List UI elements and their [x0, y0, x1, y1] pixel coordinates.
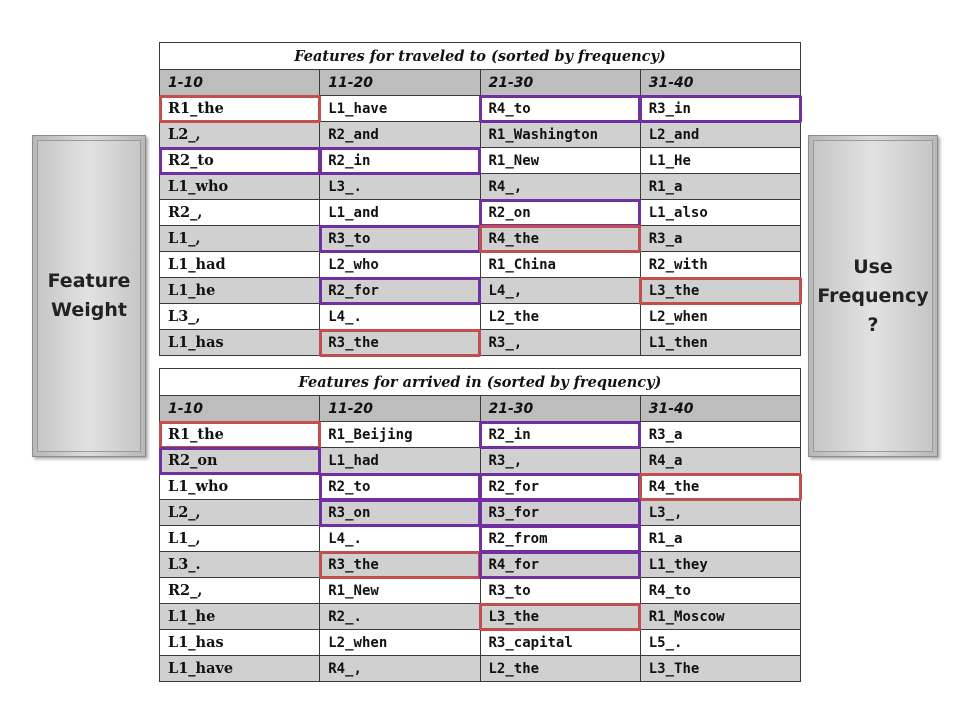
table-cell: R2_,: [160, 200, 320, 226]
table-cell: R3_to: [480, 578, 640, 604]
table-cell: R3_to: [320, 226, 480, 252]
table-cell: L2_when: [640, 304, 800, 330]
feature-weight-box: [32, 135, 146, 457]
table-cell: L1_has: [160, 630, 320, 656]
table-cell: R2_to: [320, 474, 480, 500]
traveled-to-table: [159, 42, 801, 356]
table-cell: R1_Washington: [480, 122, 640, 148]
table-cell: R1_a: [640, 174, 800, 200]
table-row: [160, 552, 801, 578]
table-header-row: [160, 396, 801, 422]
table-cell: R1_the: [160, 422, 320, 448]
table-row: [160, 578, 801, 604]
table-cell: L1_He: [640, 148, 800, 174]
table-cell: R1_Moscow: [640, 604, 800, 630]
table-cell: R2_for: [480, 474, 640, 500]
table-cell: R3_the: [320, 552, 480, 578]
table-cell: L4_.: [320, 526, 480, 552]
table-cell: R4_to: [480, 96, 640, 122]
table-cell: R2_in: [320, 148, 480, 174]
table-cell: R3_for: [480, 500, 640, 526]
table-cell: R4_,: [320, 656, 480, 682]
table-cell: L2_the: [480, 656, 640, 682]
table-cell: L3_.: [160, 552, 320, 578]
table-cell: R1_a: [640, 526, 800, 552]
table-cell: R3_a: [640, 422, 800, 448]
table-row: [160, 448, 801, 474]
table-row: [160, 422, 801, 448]
column-header: 31-40: [640, 396, 800, 422]
table-cell: R3_in: [640, 96, 800, 122]
table-cell: R1_the: [160, 96, 320, 122]
table-cell: L1_he: [160, 604, 320, 630]
table-cell: R1_New: [480, 148, 640, 174]
table-row: [160, 304, 801, 330]
feature-weight-line2: Weight: [51, 299, 127, 321]
feature-weight-label: [48, 267, 131, 325]
table-cell: L2_the: [480, 304, 640, 330]
table-cell: L2_,: [160, 122, 320, 148]
table-cell: L1_then: [640, 330, 800, 356]
table-cell: R4_the: [640, 474, 800, 500]
table-cell: R3_capital: [480, 630, 640, 656]
use-frequency-label: [817, 253, 928, 340]
table-cell: R1_New: [320, 578, 480, 604]
table-row: [160, 252, 801, 278]
table-cell: L2_,: [160, 500, 320, 526]
table-row: [160, 630, 801, 656]
table-cell: R4_a: [640, 448, 800, 474]
table-row: [160, 500, 801, 526]
arrived-in-table: [159, 368, 801, 682]
column-header: 1-10: [160, 396, 320, 422]
table-cell: R4_the: [480, 226, 640, 252]
table-cell: L3_,: [640, 500, 800, 526]
table-cell: L1_he: [160, 278, 320, 304]
table-cell: R3_a: [640, 226, 800, 252]
table-cell: L1_and: [320, 200, 480, 226]
table-cell: R4_to: [640, 578, 800, 604]
use-frequency-box: [808, 135, 938, 457]
arrived-in-table-title: Features for arrived in (sorted by frequency): [160, 369, 801, 396]
table-cell: L1_also: [640, 200, 800, 226]
table-row: [160, 226, 801, 252]
table-row: [160, 278, 801, 304]
use-frequency-line2: Frequency: [817, 284, 929, 307]
table-row: [160, 200, 801, 226]
table-cell: L1_who: [160, 474, 320, 500]
table-cell: L3_,: [160, 304, 320, 330]
table-cell: R3_,: [480, 448, 640, 474]
table-cell: R2_on: [160, 448, 320, 474]
table-cell: R4_for: [480, 552, 640, 578]
table-cell: R2_with: [640, 252, 800, 278]
feature-weight-inner: [37, 140, 141, 452]
column-header: 11-20: [320, 70, 480, 96]
use-frequency-inner: [813, 140, 933, 452]
table-cell: L1_have: [320, 96, 480, 122]
table-row: [160, 122, 801, 148]
traveled-to-table-title: Features for traveled to (sorted by frequency): [160, 43, 801, 70]
column-header: 21-30: [480, 396, 640, 422]
table-cell: L1_have: [160, 656, 320, 682]
use-frequency-line3: ?: [867, 313, 879, 336]
table-cell: R3_,: [480, 330, 640, 356]
table-cell: R2_on: [480, 200, 640, 226]
table-cell: R1_Beijing: [320, 422, 480, 448]
table-row: [160, 526, 801, 552]
column-header: 11-20: [320, 396, 480, 422]
table-cell: L2_who: [320, 252, 480, 278]
table-cell: L1_,: [160, 226, 320, 252]
table-cell: R2_for: [320, 278, 480, 304]
table-row: [160, 604, 801, 630]
table-row: [160, 96, 801, 122]
table-row: [160, 174, 801, 200]
table-cell: L1_had: [160, 252, 320, 278]
table-cell: R2_,: [160, 578, 320, 604]
table-cell: R4_,: [480, 174, 640, 200]
table-cell: R2_to: [160, 148, 320, 174]
table-cell: L3_the: [640, 278, 800, 304]
table-cell: R2_.: [320, 604, 480, 630]
table-cell: L1_,: [160, 526, 320, 552]
feature-weight-line1: Feature: [47, 270, 131, 292]
table-cell: L3_.: [320, 174, 480, 200]
table-header-row: [160, 70, 801, 96]
table-cell: L4_,: [480, 278, 640, 304]
table-cell: L1_has: [160, 330, 320, 356]
table-cell: R2_and: [320, 122, 480, 148]
table-cell: L3_the: [480, 604, 640, 630]
table-cell: L3_The: [640, 656, 800, 682]
table-cell: R1_China: [480, 252, 640, 278]
table-cell: R3_the: [320, 330, 480, 356]
table-cell: L5_.: [640, 630, 800, 656]
table-row: [160, 148, 801, 174]
table-cell: R3_on: [320, 500, 480, 526]
table-cell: R2_in: [480, 422, 640, 448]
table-cell: L2_when: [320, 630, 480, 656]
column-header: 1-10: [160, 70, 320, 96]
table-cell: L1_had: [320, 448, 480, 474]
table-cell: L2_and: [640, 122, 800, 148]
column-header: 31-40: [640, 70, 800, 96]
use-frequency-line1: Use: [853, 255, 893, 278]
table-cell: R2_from: [480, 526, 640, 552]
table-cell: L1_they: [640, 552, 800, 578]
table-row: [160, 330, 801, 356]
table-row: [160, 656, 801, 682]
table-row: [160, 474, 801, 500]
column-header: 21-30: [480, 70, 640, 96]
table-cell: L1_who: [160, 174, 320, 200]
table-cell: L4_.: [320, 304, 480, 330]
